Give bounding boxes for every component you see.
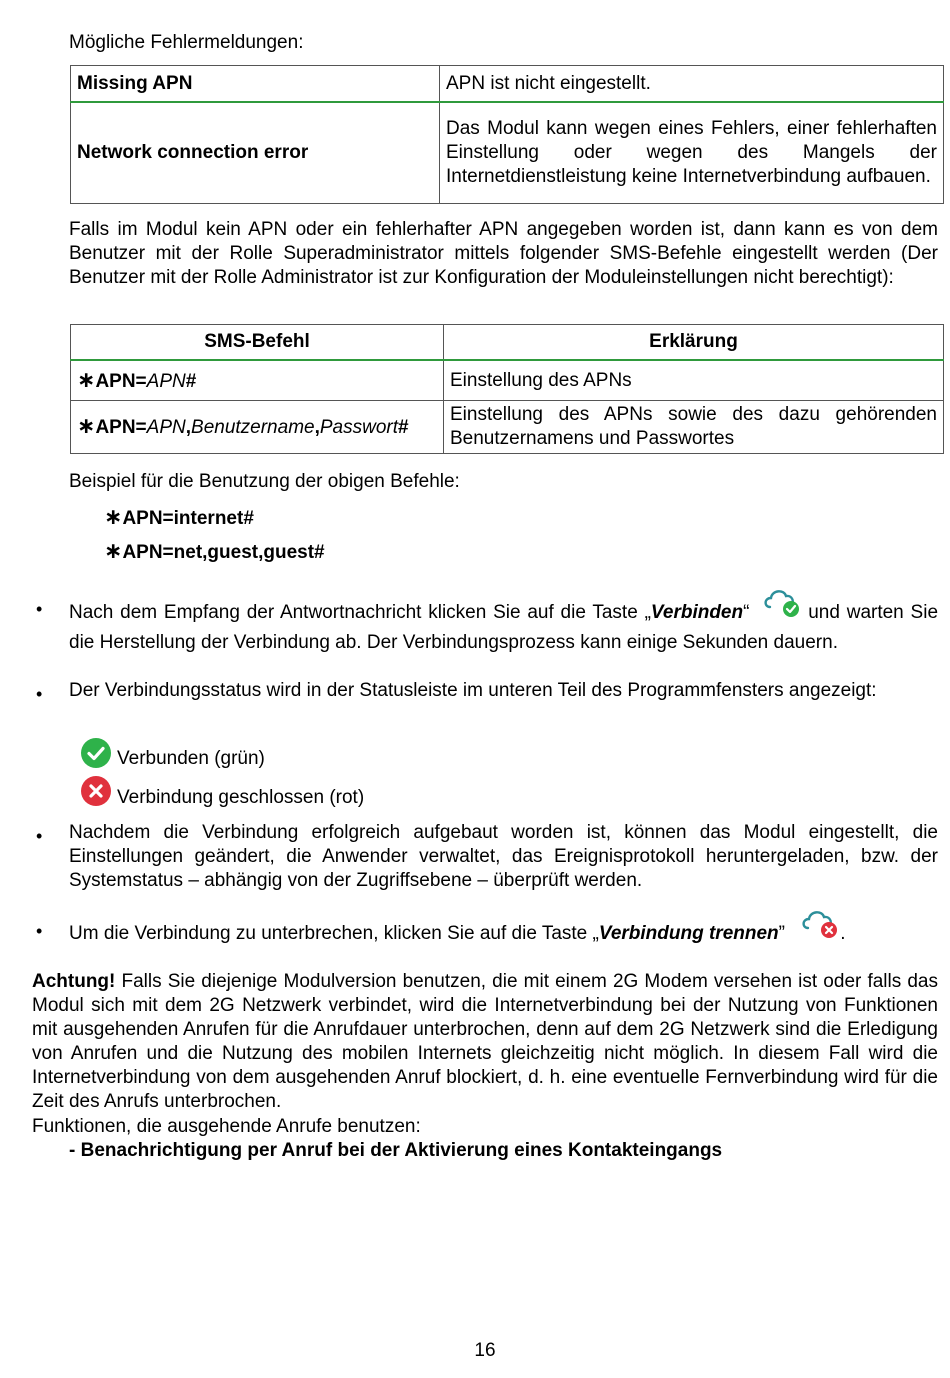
error-description: Das Modul kann wegen eines Fehlers, einer fehlerhaften Einstellung oder wegen des Mangels der Internetdienstleistung keine Internetverbindung aufbauen. [440,102,944,204]
error-messages-table [70,65,944,204]
command-end: # [185,370,197,392]
warning-paragraph [32,970,938,1114]
command-param: Passwort [319,417,399,438]
asterisk-symbol: ∗ [77,413,96,438]
bullet-text: und warten Sie die Herstellung der Verbindung ab. Der Verbindungsprozess kann einige Sekunden dauern. [69,602,939,653]
asterisk-symbol: ∗ [104,504,123,529]
sms-commands-table [70,324,944,454]
bullet-icon: • [36,684,43,704]
bullet-connect [69,595,938,655]
example-text: APN=net,guest,guest# [122,542,325,563]
column-header: Erklärung [444,325,944,361]
page-number: 16 [474,1340,496,1361]
error-status-icon [80,775,112,814]
cloud-disconnect-icon [800,906,840,942]
example-text: APN=internet# [122,508,254,529]
example-intro: Beispiel für die Benutzung der obigen Befehle: [69,471,460,492]
period: . [840,923,846,945]
table-row [71,401,944,454]
error-code: Network connection error [71,102,440,204]
asterisk-symbol: ∗ [77,366,96,392]
command-separator: , [185,417,192,438]
command-explanation: Einstellung des APNs [444,360,944,401]
disconnect-button-label: Verbindung trennen [598,923,779,945]
quote-mark: “ [743,602,750,624]
intro-text: Mögliche Fehlermeldungen: [69,32,304,53]
table-header-row [71,325,944,361]
status-closed-label: Verbindung geschlossen (rot) [117,787,365,808]
command-end: # [398,417,409,438]
example-command [104,539,325,565]
bullet-text: Um die Verbindung zu unterbrechen, klicken Sie auf die Taste „ [69,923,599,945]
command-prefix: APN= [95,417,147,438]
ok-status-icon [80,737,112,776]
command-explanation: Einstellung des APNs sowie des dazu gehörenden Benutzernamens und Passwortes [444,401,944,454]
error-code: Missing APN [71,66,440,103]
bullet-icon: • [36,921,43,941]
command-separator: , [314,417,320,438]
command-param: Benutzername [191,417,315,438]
warning-label: Achtung! [32,971,116,992]
asterisk-symbol: ∗ [104,538,123,563]
bullet-text: Nach dem Empfang der Antwortnachricht klicken Sie auf die Taste „ [69,602,651,624]
status-connected-label: Verbunden (grün) [117,748,265,769]
sms-command [71,401,444,454]
bullet-disconnect [69,916,938,952]
bullet-icon: • [36,826,43,846]
apn-paragraph: Falls im Modul kein APN oder ein fehlerhafter APN angegeben worden ist, dann kann es von dem Benutzer mit der Rolle Superadministrator mittels folgender SMS-Befehle eingestellt werden (Der Benutzer mit der Rolle Administrator ist zur Konfiguration der Moduleinstellungen nicht berechtigt): [69,219,938,288]
quote-mark: ” [778,923,785,945]
bullet-status: Der Verbindungsstatus wird in der Statusleiste im unteren Teil des Programmfensters angezeigt: [69,680,877,701]
column-header: SMS-Befehl [71,325,444,361]
connect-button-label: Verbinden [650,602,744,624]
example-command [104,505,254,531]
table-row [71,360,944,401]
function-item: - Benachrichtigung per Anruf bei der Aktivierung eines Kontakteingangs [69,1140,723,1161]
error-description: APN ist nicht eingestellt. [440,66,944,103]
table-row [71,66,944,103]
functions-intro: Funktionen, die ausgehende Anrufe benutzen: [32,1116,421,1137]
bullet-after-connect: Nachdem die Verbindung erfolgreich aufgebaut worden ist, können das Modul eingestellt, die Einstellungen geändert, die Anwender verwaltet, das Ereignisprotokoll heruntergeladen, bzw. der Systemstatus – abhängig von der Zugriffsebene – überprüft werden. [69,822,938,891]
command-param: APN [146,417,186,438]
bullet-icon: • [36,599,43,619]
command-prefix: APN= [95,370,147,392]
cloud-connect-icon [762,585,802,621]
table-row [71,102,944,204]
command-param: APN [146,370,186,392]
warning-text: Falls Sie diejenige Modulversion benutzen, die mit einem 2G Modem versehen ist oder falls das Modul sich mit dem 2G Netzwerk verbindet, wird die Internetverbindung bei der Nutzung von Funktionen mit ausgehenden Anrufen für die Anrufdauer unterbrochen, denn auf dem 2G Netzwerk sind die Erledigung von Anrufen und die Nutzung des mobilen Internets gleichzeitig nicht möglich. In diesem Fall wird die Internetverbindung von dem ausgehenden Anruf blockiert, d. h. eine eventuelle Fernverbindung wird für die Zeit des Anrufs unterbrochen. [32,971,938,1112]
sms-command [71,360,444,401]
